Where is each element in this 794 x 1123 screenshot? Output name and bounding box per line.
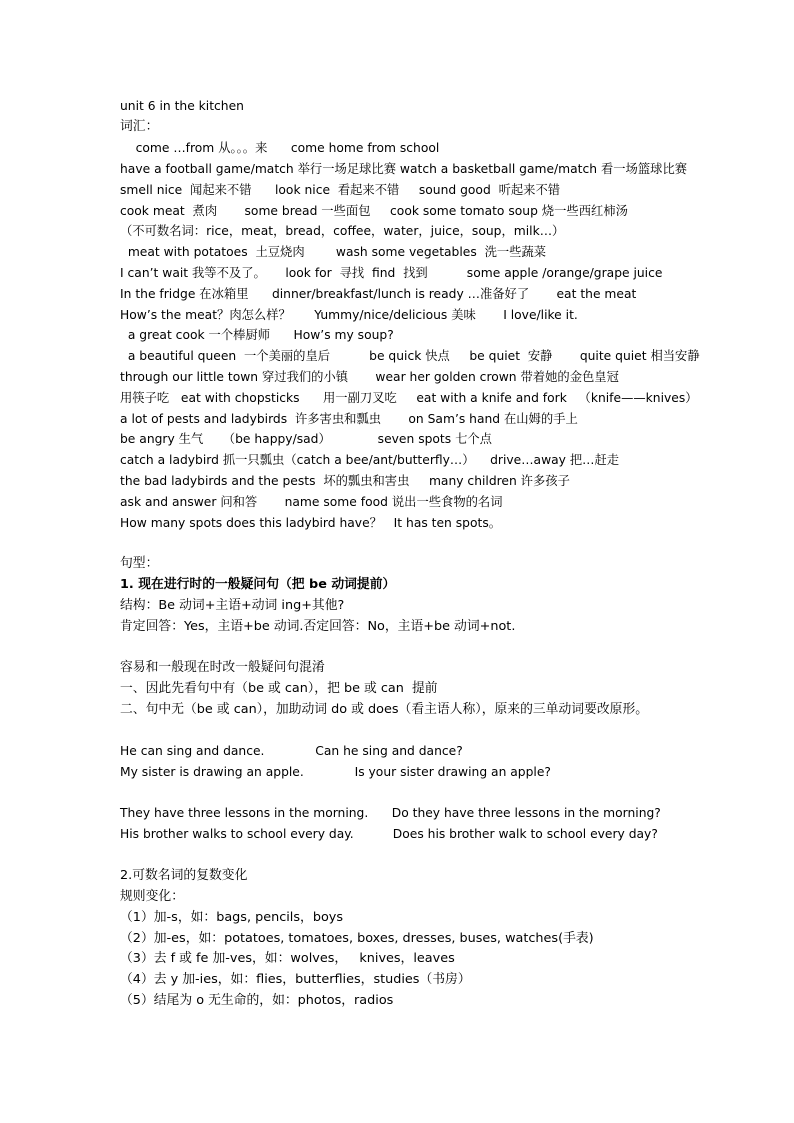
vocab-line: How’s the meat？肉怎么样？ Yummy/nice/delicious 美味 I love/like it.	[120, 308, 578, 322]
vocab-line: catch a ladybird 抓一只瓢虫（catch a bee/ant/butterfly…） drive…away 把…赶走	[120, 453, 620, 467]
vocab-line: a lot of pests and ladybirds 许多害虫和瓢虫 on Sam’s hand 在山姆的手上	[120, 412, 578, 426]
structure-line: 结构：Be 动词+主语+动词 ing+其他?	[120, 598, 345, 613]
note-line: 二、句中无（be 或 can），加助动词 do 或 does（看主语人称），原来的三单动词要改原形。	[120, 702, 649, 717]
vocab-line: 用筷子吃 eat with chopsticks 用一副刀叉吃 eat with a knife and fork （knife——knives）	[120, 391, 698, 405]
rule-line: （2）加-es，如：potatoes, tomatoes, boxes, dresses, buses, watches(手表)	[120, 931, 594, 946]
rule-line: （5）结尾为 o 无生命的，如：photos，radios	[120, 993, 394, 1008]
example-line: His brother walks to school every day. Does his brother walk to school every day?	[120, 827, 658, 841]
example-line: He can sing and dance. Can he sing and dance?	[120, 744, 463, 758]
example-line: They have three lessons in the morning. Do they have three lessons in the morning?	[120, 806, 661, 820]
note-line: 容易和一般现在时改一般疑问句混淆	[120, 660, 325, 675]
rule-line: （1）加-s，如：bags, pencils，boys	[120, 910, 344, 925]
vocab-line: a great cook 一个棒厨师 How’s my soup?	[120, 328, 394, 342]
vocab-line: cook meat 煮肉 some bread 一些面包 cook some tomato soup 烧一些西红柿汤	[120, 204, 628, 218]
vocab-line: smell nice 闻起来不错 look nice 看起来不错 sound good 听起来不错	[120, 183, 561, 197]
section-1-heading: 1. 现在进行时的一般疑问句（把 be 动词提前）	[120, 577, 396, 592]
vocab-line: come …from 从。。。来 come home from school	[120, 141, 440, 155]
rule-heading: 规则变化：	[120, 889, 184, 904]
vocab-line: the bad ladybirds and the pests 坏的瓢虫和害虫 many children 许多孩子	[120, 474, 570, 488]
vocab-line: In the fridge 在冰箱里 dinner/breakfast/lunch is ready …准备好了 eat the meat	[120, 287, 637, 301]
vocab-line: be angry 生气 （be happy/sad） seven spots 七个点	[120, 432, 492, 446]
vocab-line: have a football game/match 举行一场足球比赛 watch a basketball game/match 看一场篮球比赛	[120, 162, 688, 176]
note-line: 一、因此先看句中有（be 或 can），把 be 或 can 提前	[120, 681, 438, 696]
vocab-line: meat with potatoes 土豆烧肉 wash some vegetables 洗一些蔬菜	[120, 245, 547, 259]
vocab-heading: 词汇：	[120, 119, 159, 134]
vocab-line: I can’t wait 我等不及了。 look for 寻找 find 找到 some apple /orange/grape juice	[120, 266, 663, 280]
vocab-line: through our little town 穿过我们的小镇 wear her golden crown 带着她的金色皇冠	[120, 370, 619, 384]
vocab-line: How many spots does this ladybird have？ It has ten spots。	[120, 516, 502, 530]
answer-line: 肯定回答：Yes，主语+be 动词.否定回答：No，主语+be 动词+not.	[120, 619, 516, 634]
section-2-heading: 2.可数名词的复数变化	[120, 868, 248, 883]
rule-line: （3）去 f 或 fe 加-ves，如：wolves， knives，leaves	[120, 951, 455, 966]
vocab-line: ask and answer 问和答 name some food 说出一些食物的名词	[120, 495, 503, 509]
vocab-line: a beautiful queen 一个美丽的皇后 be quick 快点 be quiet 安静 quite quiet 相当安静	[120, 349, 700, 363]
example-line: My sister is drawing an apple. Is your sister drawing an apple?	[120, 765, 551, 779]
rule-line: （4）去 y 加-ies，如：flies，butterflies，studies（书房）	[120, 972, 471, 987]
sentence-pattern-heading: 句型：	[120, 556, 159, 571]
vocab-line: （不可数名词：rice，meat，bread，coffee，water，juice，soup，milk…）	[120, 224, 565, 238]
unit-title: unit 6 in the kitchen	[120, 99, 244, 113]
